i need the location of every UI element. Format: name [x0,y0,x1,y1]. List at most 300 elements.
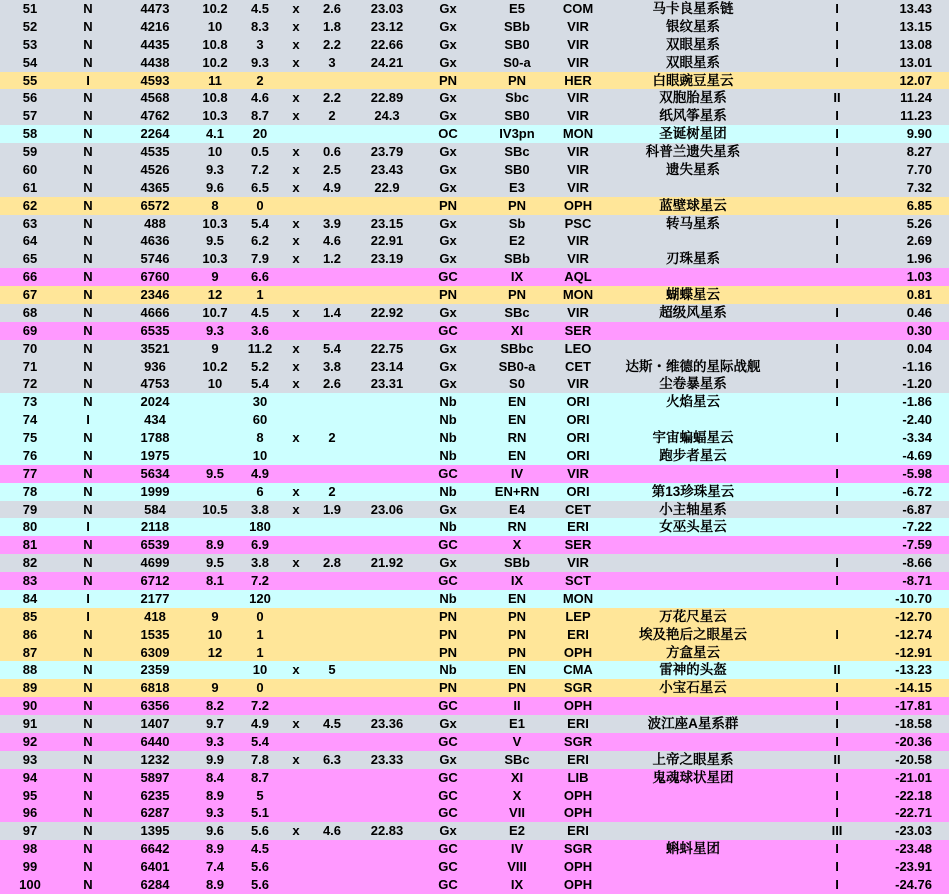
cell-no: 85 [22,608,38,624]
cell-name [600,733,786,751]
cell-constellation: CMA [563,662,593,678]
cell-id: 6572 [140,197,170,213]
cell-surface-brightness [356,787,418,805]
cell-size-b [308,840,356,858]
cell-no: 59 [22,144,38,159]
table-row[interactable] [0,54,949,72]
cell-class [786,590,888,608]
table-row[interactable] [0,465,949,483]
table-row[interactable] [0,72,949,90]
cell-surface-brightness [356,572,418,590]
cell-constellation: OPH [563,644,593,660]
cell-type: GC [438,769,458,785]
cell-declination: -7.22 [902,519,932,535]
cell-mag [194,483,236,501]
cell-no: 81 [22,537,38,553]
table-row[interactable] [0,590,949,608]
cell-type: PN [438,644,458,660]
cell-catalog: N [83,465,93,481]
cell-surface-brightness: 22.89 [370,90,404,106]
cell-type: GC [438,465,458,481]
cell-id: 6309 [140,644,170,660]
cell-no: 58 [22,126,38,142]
table-row[interactable] [0,536,949,554]
cell-declination: -1.86 [902,394,932,410]
cell-x [284,626,308,644]
cell-size-a: 5 [256,787,264,803]
table-row[interactable] [0,554,949,572]
cell-size-b [308,536,356,554]
cell-surface-brightness [356,858,418,876]
cell-size-a: 3.8 [250,501,270,517]
cell-class: I [835,376,839,392]
cell-catalog: N [83,287,93,302]
cell-surface-brightness: 23.19 [370,251,404,267]
cell-subtype: E1 [509,716,525,731]
table-row[interactable] [0,876,949,894]
cell-x [284,465,308,483]
cell-size-b: 1.2 [322,251,342,267]
table-row[interactable] [0,268,949,286]
cell-size-b: 5.4 [322,340,342,356]
cell-id: 4568 [140,90,170,106]
cell-id: 3521 [140,340,170,356]
cell-no: 88 [22,662,38,678]
cell-x: x [292,36,300,52]
cell-catalog: N [83,1,93,16]
cell-x [284,572,308,590]
table-row[interactable] [0,804,949,822]
cell-x [284,733,308,751]
cell-id: 6712 [140,573,170,588]
cell-type: OC [438,126,458,142]
cell-declination: -7.59 [902,537,932,553]
cell-constellation: HER [564,72,592,88]
cell-catalog: N [83,394,93,410]
cell-id: 4593 [140,72,170,88]
cell-x [284,411,308,429]
cell-surface-brightness [356,286,418,304]
cell-catalog: N [83,126,93,142]
cell-declination: -1.16 [902,358,932,374]
cell-size-b: 1.4 [322,304,342,320]
cell-name: 双眼星系 [666,54,720,70]
cell-size-a: 1 [256,644,264,660]
cell-mag: 8.9 [205,787,225,803]
cell-id: 2264 [140,126,170,142]
table-row[interactable] [0,358,949,376]
cell-catalog: N [83,54,93,70]
cell-size-b [308,393,356,411]
cell-no: 91 [22,716,38,731]
cell-subtype: EN [507,590,527,606]
cell-no: 60 [22,161,38,177]
cell-catalog: N [83,108,93,124]
cell-id: 6287 [140,805,170,821]
cell-no: 65 [22,251,38,267]
cell-declination: 13.01 [899,54,932,70]
table-row[interactable] [0,518,949,536]
cell-type: Gx [439,751,457,767]
cell-catalog: N [83,304,93,320]
cell-name: 蝌蚪星团 [666,841,720,857]
cell-size-b: 3 [328,54,336,70]
table-row[interactable] [0,89,949,107]
cell-name: 宇宙蝙蝠星云 [652,430,734,445]
cell-constellation: SGR [563,680,593,696]
cell-size-a: 6.9 [250,537,270,553]
cell-constellation: VIR [567,376,589,392]
cell-type: Nb [439,412,457,428]
table-row[interactable] [0,0,949,18]
table-row[interactable] [0,250,949,268]
cell-size-b [308,769,356,787]
cell-size-a: 6.6 [250,269,270,285]
cell-catalog: N [83,626,93,642]
cell-no: 98 [22,841,38,857]
table-row[interactable] [0,661,949,679]
cell-surface-brightness [356,447,418,465]
table-row[interactable] [0,36,949,54]
table-row[interactable] [0,411,949,429]
cell-surface-brightness [356,125,418,143]
cell-class [786,411,888,429]
cell-id: 4438 [140,54,170,70]
cell-size-b: 2.6 [322,1,342,16]
table-row[interactable] [0,125,949,143]
table-row[interactable] [0,286,949,304]
cell-x: x [292,358,300,374]
cell-size-a: 4.9 [250,716,270,731]
cell-name: 双胞胎星系 [659,90,727,106]
cell-class: I [835,626,839,642]
cell-surface-brightness: 24.3 [374,108,400,124]
cell-type: Nb [439,430,457,445]
cell-mag: 10 [207,18,223,34]
cell-surface-brightness: 23.15 [370,215,404,231]
cell-type: Gx [439,233,457,249]
cell-class [786,644,888,662]
cell-catalog: N [83,876,93,892]
cell-catalog: I [86,72,90,88]
cell-catalog: N [83,447,93,463]
cell-type: PN [438,680,458,696]
cell-size-a: 4.5 [250,304,270,320]
table-row[interactable] [0,501,949,519]
cell-no: 55 [22,72,38,88]
table-row[interactable] [0,697,949,715]
cell-type: Gx [439,716,457,731]
cell-x [284,769,308,787]
cell-size-b: 4.5 [322,716,342,731]
cell-mag: 9 [211,608,219,624]
cell-type: Gx [439,161,457,177]
cell-x: x [292,340,300,356]
table-row[interactable] [0,393,949,411]
cell-id: 6535 [140,322,170,338]
table-row[interactable] [0,215,949,233]
cell-declination: -21.01 [895,769,932,785]
cell-mag: 9.5 [205,233,225,249]
cell-no: 92 [22,733,38,749]
table-row[interactable] [0,858,949,876]
cell-mag: 8.9 [205,537,225,553]
cell-subtype: SB0-a [498,358,536,374]
cell-id: 4535 [140,144,170,159]
cell-x: x [292,215,300,231]
cell-size-b: 2.2 [322,36,342,52]
cell-size-a: 4.5 [250,841,270,857]
cell-subtype: SB0 [504,161,530,177]
table-row[interactable] [0,322,949,340]
table-row[interactable] [0,769,949,787]
cell-class: I [835,304,839,320]
cell-subtype: VII [509,805,525,821]
table-row[interactable] [0,375,949,393]
cell-type: Gx [439,501,457,517]
table-row[interactable] [0,608,949,626]
cell-declination: -24.76 [895,876,932,892]
cell-x: x [292,251,300,267]
cell-subtype: E3 [509,179,525,195]
table-row[interactable] [0,626,949,644]
cell-name [600,411,786,429]
table-row[interactable] [0,179,949,197]
cell-x [284,197,308,215]
cell-name: 上帝之眼星系 [652,751,734,767]
cell-x: x [292,376,300,392]
cell-subtype: XI [510,769,524,785]
cell-x [284,393,308,411]
cell-mag: 8 [211,197,219,213]
cell-catalog: N [83,805,93,821]
cell-subtype: EN [507,394,527,410]
cell-mag: 8.1 [205,573,225,588]
cell-class: I [835,769,839,785]
cell-type: Gx [439,555,457,571]
cell-x [284,268,308,286]
cell-class: III [831,823,843,839]
cell-class [786,518,888,536]
cell-id: 4473 [140,1,170,16]
cell-surface-brightness: 22.9 [374,179,400,195]
cell-size-b [308,787,356,805]
table-row[interactable] [0,161,949,179]
cell-type: PN [438,626,458,642]
cell-type: PN [438,197,458,213]
cell-type: Gx [439,90,457,106]
cell-name [600,465,786,483]
cell-class [786,197,888,215]
cell-size-b [308,804,356,822]
cell-size-b [308,590,356,608]
cell-size-b [308,572,356,590]
cell-size-a: 11.2 [247,340,273,356]
cell-x [284,286,308,304]
cell-size-a: 10 [252,662,268,678]
cell-x [284,679,308,697]
table-row[interactable] [0,143,949,161]
cell-subtype: SBc [504,751,530,767]
cell-declination: 13.08 [899,36,932,52]
table-row[interactable] [0,232,949,250]
cell-declination: -22.18 [895,787,932,803]
cell-catalog: N [83,555,93,571]
cell-size-b: 3.8 [322,358,342,374]
cell-constellation: OPH [563,805,593,821]
cell-size-a: 8.7 [250,769,270,785]
cell-declination: 12.07 [899,72,932,88]
cell-constellation: ORI [566,394,590,410]
table-row[interactable] [0,572,949,590]
cell-subtype: SBc [504,304,530,320]
cell-catalog: N [83,340,93,356]
cell-size-a: 6 [256,483,264,499]
cell-surface-brightness [356,429,418,447]
cell-name: 蓝壁球星云 [659,197,727,213]
table-row[interactable] [0,787,949,805]
cell-size-a: 8.7 [250,108,270,124]
cell-id: 4216 [140,18,170,34]
cell-class: I [835,465,839,481]
table-row[interactable] [0,197,949,215]
cell-mag: 9.6 [205,179,225,195]
cell-id: 4699 [140,555,170,571]
cell-size-a: 7.2 [250,573,270,588]
cell-size-b [308,608,356,626]
cell-catalog: N [83,537,93,553]
cell-size-a: 4.9 [250,465,270,481]
cell-no: 78 [22,483,38,499]
cell-x: x [292,90,300,106]
cell-mag: 4.1 [205,126,225,142]
cell-subtype: EN [507,447,527,463]
cell-x [284,518,308,536]
cell-name: 双眼星系 [666,36,720,52]
cell-id: 6401 [140,859,170,874]
table-row[interactable] [0,822,949,840]
table-row[interactable] [0,733,949,751]
cell-size-a: 0.5 [250,144,270,159]
cell-size-a: 0 [256,608,264,624]
cell-id: 5897 [140,769,170,785]
cell-type: Gx [439,54,457,70]
cell-id: 434 [144,412,166,428]
table-row[interactable] [0,679,949,697]
cell-subtype: PN [507,72,527,88]
cell-size-b: 0.6 [322,144,342,159]
cell-size-b [308,197,356,215]
table-row[interactable] [0,340,949,358]
cell-id: 6539 [140,537,170,553]
cell-name: 雷神的头盔 [659,662,727,678]
table-row[interactable] [0,751,949,769]
cell-size-b [308,733,356,751]
cell-no: 67 [22,287,38,302]
cell-surface-brightness [356,644,418,662]
table-row[interactable] [0,715,949,733]
table-row[interactable] [0,18,949,36]
cell-no: 69 [22,322,38,338]
cell-no: 76 [22,447,38,463]
cell-name: 女巫头星云 [659,519,727,535]
cell-constellation: SER [564,537,592,553]
cell-x: x [292,54,300,70]
cell-subtype: EN [507,412,527,428]
cell-size-a: 8 [256,430,264,445]
cell-class: I [835,54,839,70]
cell-id: 6440 [140,733,170,749]
cell-constellation: LIB [567,769,589,785]
cell-x [284,125,308,143]
cell-surface-brightness: 22.66 [370,36,404,52]
cell-mag: 10.3 [202,215,228,231]
cell-id: 936 [144,358,166,374]
table-row[interactable] [0,840,949,858]
cell-subtype: IX [510,573,524,588]
table-row[interactable] [0,107,949,125]
cell-mag: 9 [211,340,219,356]
cell-declination: -13.23 [895,662,932,678]
cell-surface-brightness: 22.75 [370,340,404,356]
cell-declination: -14.15 [895,680,932,696]
cell-subtype: E5 [509,1,525,16]
table-row[interactable] [0,447,949,465]
cell-no: 51 [22,1,38,16]
cell-declination: 0.04 [906,340,932,356]
cell-catalog: N [83,376,93,392]
table-row[interactable] [0,304,949,322]
cell-name: 达斯・维德的星际战舰 [625,358,761,374]
cell-type: Gx [439,251,457,267]
cell-declination: 13.15 [899,18,932,34]
cell-id: 1407 [140,716,170,731]
table-row[interactable] [0,483,949,501]
cell-name [600,268,786,286]
cell-no: 62 [22,197,38,213]
cell-catalog: N [83,430,93,445]
cell-subtype: XI [510,322,524,338]
cell-type: PN [438,72,458,88]
cell-no: 80 [22,519,38,535]
cell-catalog: N [83,501,93,517]
cell-id: 2024 [140,394,170,410]
cell-declination: 0.46 [906,304,932,320]
cell-x [284,644,308,662]
cell-mag: 10.2 [202,358,228,374]
cell-constellation: VIR [567,233,589,249]
cell-id: 488 [144,215,166,231]
cell-size-a: 7.2 [250,161,270,177]
cell-declination: -23.48 [895,841,932,857]
cell-size-a: 5.2 [250,358,270,374]
cell-mag: 8.4 [205,769,225,785]
cell-type: Gx [439,1,457,16]
table-row[interactable] [0,429,949,447]
cell-constellation: COM [562,1,594,16]
cell-subtype: SBbc [500,340,534,356]
cell-name: 方盒星云 [666,644,720,660]
cell-catalog: N [83,36,93,52]
cell-surface-brightness [356,661,418,679]
cell-id: 6235 [140,787,170,803]
cell-name: 圣诞树星团 [659,126,727,142]
table-row[interactable] [0,644,949,662]
cell-subtype: IX [510,269,524,285]
cell-surface-brightness: 23.12 [370,18,404,34]
cell-no: 73 [22,394,38,410]
cell-mag: 9.3 [205,322,225,338]
